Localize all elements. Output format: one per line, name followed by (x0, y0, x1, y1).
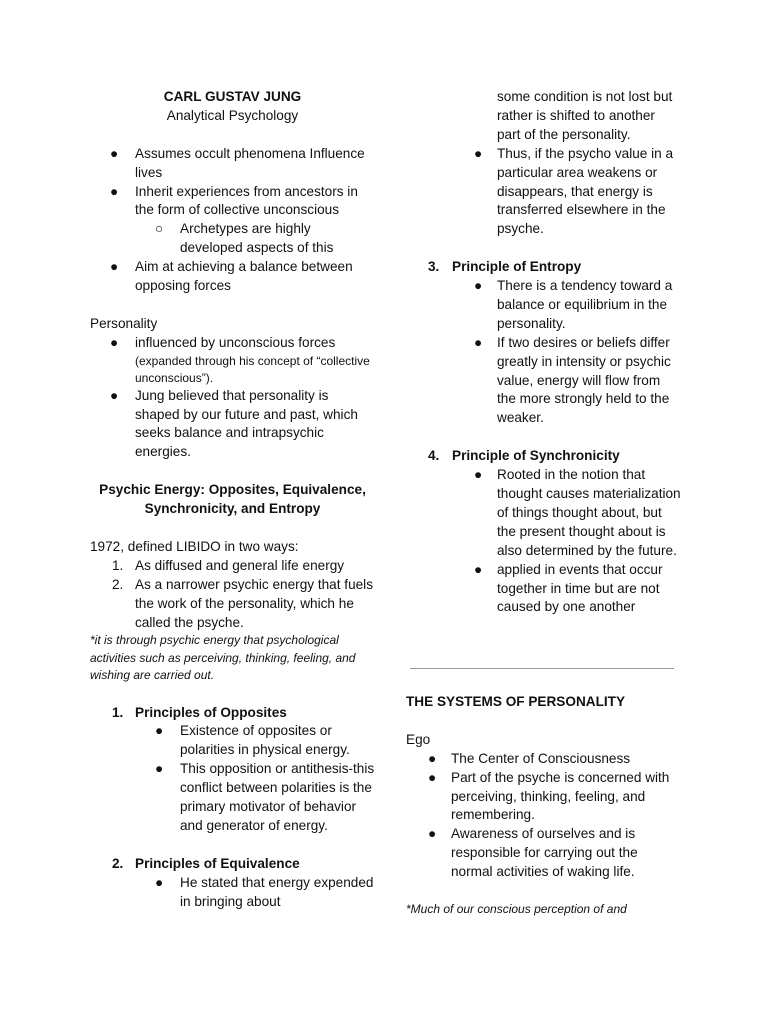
principle-heading: 4. Principle of Synchronicity (428, 448, 620, 464)
list-item: ● applied in events that occur together in time but are not caused by one another (474, 561, 663, 615)
list-item: ● The Center of Consciousness (428, 750, 631, 766)
list-item: ● Part of the psyche is concerned with perceiving, thinking, feeling, and remembering. (428, 769, 670, 823)
list-item: ● Rooted in the notion that thought causes materialization of things thought about, but the present thought about is also determined by the future. (474, 467, 681, 558)
list-item-note: (expanded through his concept of “collective unconscious”). (135, 353, 370, 385)
principle-heading: 2. Principles of Equivalence (112, 855, 300, 871)
italic-note: *it is through psychic energy that psychological activities such as perceiving, thinking, feeling, and wishing are carried out. (90, 633, 356, 683)
numbered-item: 2. As a narrower psychic energy that fuels the work of the personality, which he called the psyche. (112, 576, 374, 630)
list-item: ● He stated that energy expended in bringing about (155, 874, 374, 909)
list-item: ● Assumes occult phenomena Influence lives (110, 145, 365, 180)
list-item: ● Aim at achieving a balance between opposing forces (110, 259, 353, 294)
principle-heading: 3. Principle of Entropy (428, 259, 582, 275)
list-item: ● There is a tendency toward a balance or equilibrium in the personality. (474, 278, 673, 331)
list-item: ● Thus, if the psycho value in a particular area weakens or disappears, that energy is transferred elsewhere in the psyche. (474, 145, 674, 237)
list-item: ● Inherit experiences from ancestors in the form of collective unconscious (110, 183, 358, 218)
italic-note: *Much of our conscious perception of and (406, 901, 627, 916)
continued-text: some condition is not lost but rather is shifted to another part of the personality. (497, 89, 673, 142)
list-item: ● If two desires or beliefs differ greatly in intensity or psychic value, energy will flow from the more strongly held to the weaker. (474, 334, 671, 426)
list-item: ● This opposition or antithesis-this conflict between polarities is the primary motivator of behavior and generator of energy. (155, 761, 375, 833)
numbered-item: 1. As diffused and general life energy (112, 557, 345, 573)
left-column (90, 88, 375, 911)
list-item: ● Awareness of ourselves and is responsible for carrying out the normal activities of waking life. (428, 826, 638, 880)
horizontal-divider (410, 668, 674, 669)
list-item: ○ Archetypes are highly developed aspects of this (155, 221, 334, 256)
section-heading: THE SYSTEMS OF PERSONALITY (406, 694, 626, 709)
principle-heading: 1. Principles of Opposites (112, 704, 287, 720)
libido-line: 1972, defined LIBIDO in two ways: (90, 538, 299, 554)
page-title: CARL GUSTAV JUNG (163, 89, 302, 104)
list-item: ● influenced by unconscious forces (expanded through his concept of “collective unconscious”). (90, 334, 375, 387)
right-column (406, 88, 681, 617)
list-item: ● Jung believed that personality is shaped by our future and past, which seeks balance and intrapsychic energies. (110, 387, 358, 460)
ego-label: Ego (406, 731, 431, 747)
personality-label: Personality (90, 315, 158, 331)
list-item: ● Existence of opposites or polarities in physical energy. (155, 723, 350, 758)
page-subtitle: Analytical Psychology (166, 107, 299, 123)
systems-section (406, 693, 681, 918)
section-heading: Psychic Energy: Opposites, Equivalence, Synchronicity, and Entropy (99, 482, 366, 517)
